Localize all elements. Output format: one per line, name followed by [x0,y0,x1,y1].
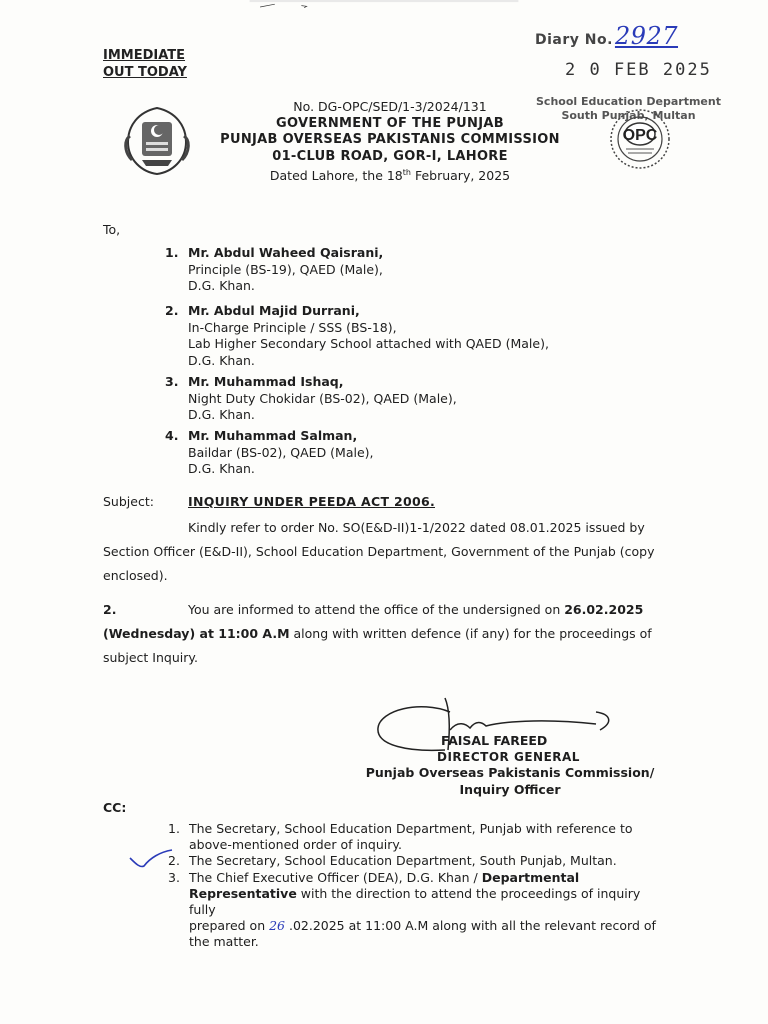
addressee-line: Lab Higher Secondary School attached with QAED (Male), [188,336,549,351]
letter-number: No. DG-OPC/SED/1-3/2024/131 [293,99,487,114]
addressee [165,245,605,295]
addressee-name: Mr. Muhammad Salman, [188,428,358,443]
paragraph-number: 2. [103,602,117,617]
cc-text-bold: Departmental [481,870,580,885]
addressee-line: Baildar (BS-02), QAED (Male), [188,444,374,460]
paragraph-line: subject Inquiry. [103,650,198,665]
diary-label: Diary No. [535,32,613,48]
paragraph-line: Section Officer (E&D-II), School Education Department, Government of the Punjab (copy [103,544,655,559]
cc-item [168,821,668,853]
cc-number: 1. [168,821,180,836]
addressee-line: Night Duty Chokidar (BS-02), QAED (Male), [188,390,457,406]
signatory-designation: DIRECTOR GENERAL [437,750,580,764]
opc-seal [608,107,672,171]
addressee-line: D.G. Khan. [188,461,255,476]
cc-line: the matter. [189,934,259,949]
cc-line: The Secretary, School Education Department, South Punjab, Multan. [189,853,617,868]
addressee-line: D.G. Khan. [188,278,255,293]
cc-number: 3. [168,870,180,885]
letterhead [190,99,590,185]
addressee-line: In-Charge Principle / SSS (BS-18), [188,319,397,335]
cc-text: prepared on [189,918,270,933]
subject-value: INQUIRY UNDER PEEDA ACT 2006. [188,494,435,509]
letterhead-line-3: 01-CLUB ROAD, GOR-I, LAHORE [272,148,508,164]
paragraph-text: You are informed to attend the office of the undersigned on [188,602,565,617]
paragraph-2 [103,598,663,670]
cc-line: above-mentioned order of inquiry. [189,837,402,852]
cc-item [168,853,668,869]
dated-prefix: Dated Lahore, the 18 [269,168,403,184]
cc-label: CC: [103,800,127,815]
letterhead-line-1: GOVERNMENT OF THE PUNJAB [276,115,504,131]
department-stamp-line-2: South Punjab, Multan [561,109,696,122]
diary-value: 2927 [614,22,679,50]
paragraph-text: along with written defence (if any) for the proceedings of [289,626,652,641]
received-date-stamp: 2 0 FEB 2025 [565,60,712,80]
letterhead-line-2: PUNJAB OVERSEAS PAKISTANIS COMMISSION [220,132,560,147]
signatory-name: FAISAL FAREED [441,733,548,748]
priority-line-2: OUT TODAY [103,65,187,80]
dated-suffix: February, 2025 [410,168,511,184]
cc-number: 2. [168,853,180,868]
cc-text: The Chief Executive Officer (DEA), D.G. Khan / [189,870,482,885]
cc-line: The Secretary, School Education Department, Punjab with reference to [189,821,633,836]
handwritten-date: 26 [269,918,285,933]
paragraph-line: Kindly refer to order No. SO(E&D-II)1-1/2022 dated 08.01.2025 issued by [188,520,645,535]
addressee-number: 4. [165,428,179,443]
addressee-number: 3. [165,374,179,389]
scan-mark [0,0,768,14]
meeting-day-time: (Wednesday) at 11:00 A.M [103,626,290,641]
cc-text: .02.2025 at 11:00 A.M along with all the relevant record of [285,918,656,933]
priority-marking [103,47,187,81]
addressee-number: 1. [165,245,179,260]
cc-text-bold: Representative [189,886,297,901]
dated-sup: th [402,168,411,177]
department-stamp-line-1: School Education Department [536,95,721,108]
addressee [165,428,605,478]
addressee-line: Principle (BS-19), QAED (Male), [188,261,383,277]
priority-line-1: IMMEDIATE [103,48,186,63]
cc-text: with the direction to attend the proceedings of inquiry fully [189,886,641,917]
addressee-number: 2. [165,303,179,318]
paragraph-line: enclosed). [103,568,168,583]
opc-seal-text: OPC [622,127,658,144]
addressee [165,303,605,369]
punjab-government-logo [118,102,196,180]
to-label: To, [103,222,121,237]
subject-label: Subject: [103,494,154,509]
signatory-organization [360,764,660,798]
signatory-org-line: Inquiry Officer [459,782,561,797]
addressee [165,374,605,424]
diary-number [535,22,678,50]
addressee-name: Mr. Abdul Waheed Qaisrani, [188,245,384,260]
dated-line [190,165,590,185]
addressee-line: D.G. Khan. [188,352,255,368]
addressee-name: Mr. Muhammad Ishaq, [188,374,344,389]
cc-item [168,870,668,950]
addressee-name: Mr. Abdul Majid Durrani, [188,303,360,318]
paragraph-1 [103,516,663,588]
signatory-org-line: Punjab Overseas Pakistanis Commission/ [365,765,655,780]
addressee-line: D.G. Khan. [188,407,255,422]
meeting-date: 26.02.2025 [564,602,644,617]
